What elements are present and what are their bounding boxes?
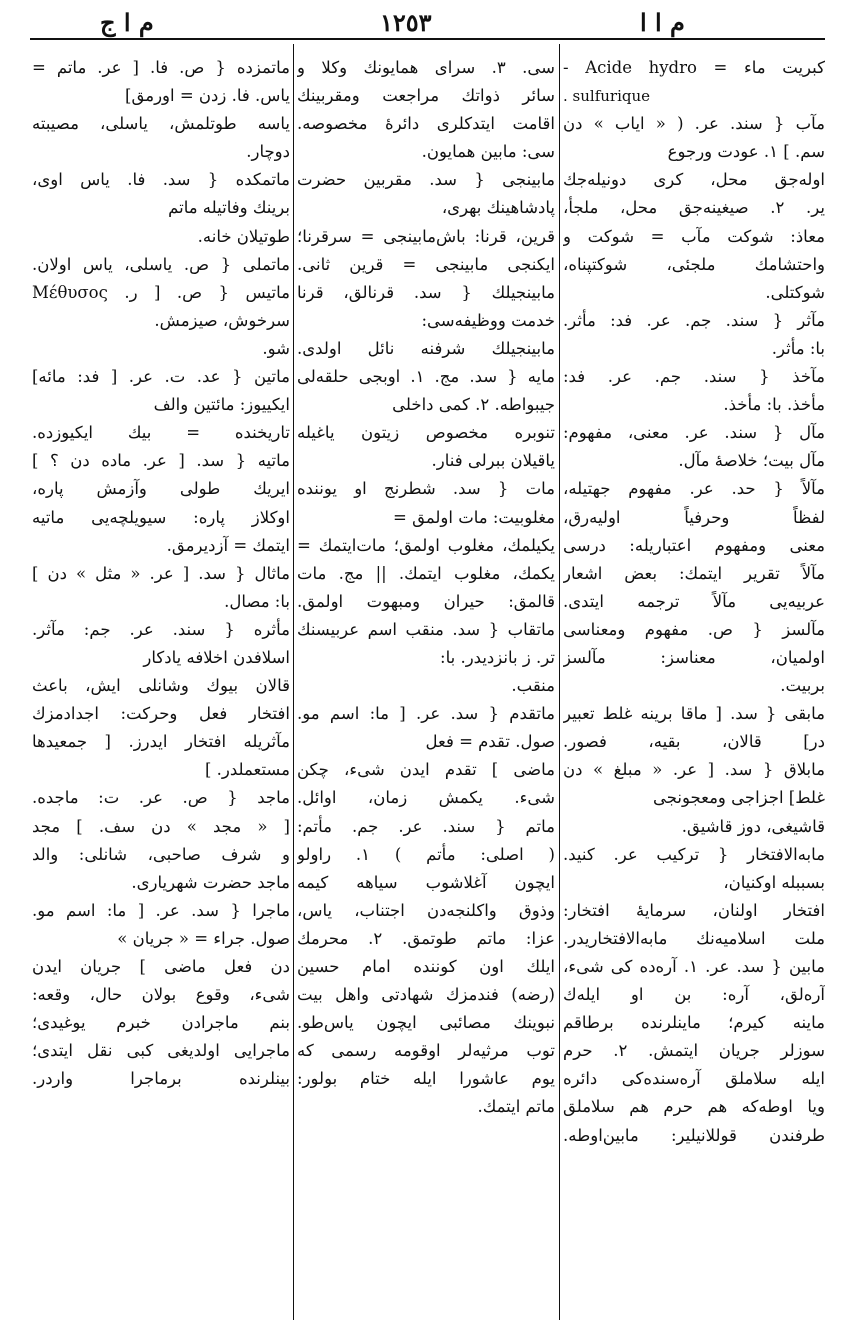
entry-line: . sulfurique: [563, 87, 651, 106]
entry-line: سی: مابین همایون.: [421, 142, 555, 162]
entry-line: مابلاق { سد. [ عر. « مبلغ » دن: [563, 760, 825, 780]
entry-line: قرین، قرنا: باش‌مابینجی = سرقرنا؛: [297, 226, 555, 246]
entry-line: ماتمزده { ص. فا. [ عر. ماتم =: [32, 58, 290, 77]
entry-line: سم. ] ١. عودت ورجوع: [667, 142, 825, 162]
entry-line: ماتیه { سد. [ عر. ماده دن ؟ ]: [32, 451, 290, 471]
entry-line: کبریت ماء = Acide hydro -: [563, 58, 825, 77]
entry-line: در] قالان، بقیه، فصور.: [563, 732, 825, 752]
entry-line: ( اصلی: مأتم ) ١. راولو: [297, 844, 555, 864]
entry-line: بسببله اوکنیان،: [723, 872, 825, 892]
entry-line: منقب.: [511, 676, 555, 696]
entry-line: تنوبره مخصوص زیتون یاغیله: [297, 423, 555, 443]
entry-line: مابقی { سد. [ ماقا برینه غلط تعبیر: [563, 704, 825, 724]
entry-line: طرفندن قوللانیلیر: مابین‌اوطه.: [563, 1125, 825, 1145]
entry-line: سرخوش، صیزمش.: [154, 310, 290, 330]
entry-line: یوم عاشورا ایله ختام بولور:: [297, 1069, 555, 1089]
entry-line: دوچار.: [246, 142, 290, 162]
entry-line: یکیلمك، مغلوب اولمق؛ مات‌ایتمك =: [297, 535, 555, 555]
entry-line: ایکییوز: مائتین والف: [153, 395, 290, 415]
entry-line: خدمت ووظیفه‌سی:: [421, 310, 555, 330]
entry-line: شو.: [262, 338, 290, 358]
entry-line: ماجرایی اولدیغی کبی نقل ایتدی؛: [32, 1041, 290, 1061]
entry-line: قالمق: حیران ومبهوت اولمق.: [297, 591, 555, 611]
entry-line: مابه‌الافتخار { ترکیب عر. کنید.: [563, 844, 825, 864]
entry-line: آره‌لق، آره: بن او ایله‌ك: [563, 985, 825, 1005]
entry-line: اسلافدن اخلافه یادکار: [143, 647, 290, 667]
entry-line: مأخذ. با: مأخذ.: [723, 395, 825, 415]
entry-line: مستعملدر. ]: [204, 760, 290, 780]
dictionary-column-right: [563, 54, 825, 1314]
entry-line: صول. جراء = « جریان »: [117, 928, 290, 948]
entry-line: مغلوبیت: مات اولمق =: [393, 507, 555, 527]
entry-line: واحتشامك ملجئی، شوکتپناه،: [563, 254, 825, 274]
entry-line: یاسه طوتلمش، یاسلی، مصیبته: [32, 114, 290, 134]
header-rule: [30, 38, 825, 40]
entry-line: مآلاً { حد. عر. مفهوم جهتیله،: [563, 479, 825, 499]
entry-line: ماتقدم { سد. عر. [ ما: اسم مو.: [297, 704, 555, 724]
entry-line: ایلك اون کوننده امام حسین: [297, 957, 555, 976]
entry-line: مابین { سد. عر. ١. آره‌ده کی شیء،: [563, 957, 825, 976]
entry-line: نبوینك مصائبی ایچون یاس‌طو.: [297, 1013, 555, 1033]
entry-line: سوزلر جریان ایتمش. ٢. حرم: [563, 1041, 825, 1061]
entry-line: بربیت.: [780, 676, 825, 696]
entry-line: یکمك، مغلوب ایتمك. || مج. مات: [297, 563, 555, 583]
entry-line: ماتقاب { سد. منقب اسم عربیسنك: [297, 619, 555, 639]
entry-line: عزا: ماتم طوتمق. ٢. محرمك: [297, 928, 555, 948]
entry-line: صول. تقدم = فعل: [425, 732, 555, 752]
column-divider-left: [293, 44, 294, 1320]
entry-line: مآخذ { سند. جم. عر. فد:: [563, 367, 825, 387]
entry-line: اولمیان، معناسز: مآلسز: [563, 647, 825, 667]
entry-line: مابینجی { سد. مقربین حضرت: [297, 170, 555, 190]
entry-line: شیء، وقوع بولان حال، وقعه:: [32, 985, 290, 1005]
entry-line: ایچون آغلاشوب سیاهه کیمه: [297, 872, 555, 892]
entry-line: جیبواطه. ٢. کمی داخلی: [392, 395, 555, 415]
entry-line: تاریخنده = بیك ایکیوزده.: [32, 423, 290, 443]
entry-line: توب مرثیه‌لر اوقومه رسمی که: [297, 1041, 555, 1061]
entry-line: ماجد { ص. عر. ت: ماجده.: [32, 788, 290, 808]
header-right-keyword: م ا ا: [640, 8, 685, 37]
entry-line: مآب { سند. عر. ( « ایاب » دن: [563, 114, 825, 134]
entry-line: اوکلاز پاره: سیویلچه‌یی ماتیه: [32, 507, 290, 527]
entry-line: بینلرنده برماجرا واردر.: [32, 1069, 290, 1089]
entry-line: ملت اسلامیه‌نك مابه‌الافتخاریدر.: [563, 928, 825, 948]
entry-line: لفظاً وحرفیاً اولیه‌رق،: [563, 507, 825, 527]
entry-line: ماتیس { ص. [ ر. Μέθυσος: [32, 282, 290, 302]
entry-line: سی. ٣. سرای همایونك وکلا و: [297, 58, 555, 77]
entry-line: پادشاهینك بهری،: [441, 198, 555, 218]
entry-line: برینك وفاتیله ماتم: [168, 198, 290, 218]
entry-line: تر. ز بانزدیدر. با:: [440, 647, 555, 667]
dictionary-column-middle: [297, 54, 555, 1314]
entry-line: بنم ماجرادن خبرم یوغیدی؛: [32, 1013, 290, 1033]
entry-line: ماجد حضرت شهریاری.: [131, 872, 290, 892]
entry-line: ماتم ایتمك.: [477, 1097, 555, 1117]
entry-line: مایه { سد. مج. ١. اوبجی حلقه‌لی: [297, 367, 555, 387]
entry-line: قاشیغی، دوز قاشیق.: [681, 816, 825, 836]
entry-line: ایتمك = آزدیرمق.: [166, 535, 290, 555]
entry-line: مابینجیلك { سد. قرنالق، قرنا: [297, 282, 555, 302]
entry-line: عربیه‌یی مآلاً ترجمه ایتدی.: [563, 591, 825, 611]
entry-line: ماتملی { ص. یاسلی، یاس اولان.: [32, 254, 290, 274]
entry-line: ماجرا { سد. عر. [ ما: اسم مو.: [32, 900, 290, 920]
entry-line: مآثر { سند. جم. عر. فد: مأثر.: [563, 310, 825, 330]
entry-line: مآل { سند. عر. معنی، مفهوم:: [563, 423, 825, 443]
entry-line: مآلسز { ص. مفهوم ومعناسی: [563, 619, 825, 639]
header-left-keyword: م ا ج: [100, 8, 154, 37]
entry-line: معنی ومفهوم اعتباریله: درسی: [563, 535, 825, 555]
entry-line: ایکنجی مابینجی = قرین ثانی.: [297, 254, 555, 274]
entry-line: مآثریله افتخار ایدرز. [ جمعیدها: [32, 732, 290, 752]
entry-line: ویا اوطه‌که هم حرم هم سلاملق: [563, 1097, 825, 1117]
entry-line: افتخار اولنان، سرمایهٔ افتخار:: [563, 900, 825, 920]
entry-line: افتخار فعل وحرکت: اجدادمزك: [32, 704, 290, 724]
entry-line: (رضه) فندمزك شهادتی واهل بیت: [297, 985, 555, 1005]
entry-line: دن فعل ماضی ] جریان ایدن: [32, 957, 290, 976]
entry-line: یاقیلان ببرلی فنار.: [431, 451, 555, 471]
entry-line: ایله سلاملق آره‌سنده‌کی دائره: [563, 1069, 825, 1089]
entry-line: یر. ٢. صیغینه‌جق محل، ملجأ،: [563, 198, 825, 218]
entry-line: اقامت ایتدکلری دائرهٔ مخصوصه.: [297, 114, 555, 134]
entry-line: و شرف صاحبی، شانلی: والد: [32, 844, 290, 864]
entry-line: معاذ: شوکت مآب = شوکت و: [563, 226, 825, 246]
entry-line: ماثال { سد. [ عر. « مثل » دن ]: [32, 563, 290, 583]
entry-line: با: مأثر.: [771, 338, 825, 358]
entry-line: شوکتلی.: [765, 282, 825, 302]
entry-line: ماتمکده { سد. فا. یاس اوی،: [32, 170, 290, 190]
entry-line: ایریك طولی وآزمش پاره،: [32, 479, 290, 499]
page-number: ١٢٥٣: [380, 8, 432, 37]
entry-line: مأثره { سند. عر. جم: مآثر.: [32, 619, 290, 639]
entry-line: یاس. فا. زدن = اورمق]: [125, 86, 290, 106]
entry-line: ماضی ] تقدم ایدن شیء، چکن: [297, 760, 555, 780]
page-header: [0, 0, 850, 40]
entry-line: مآل بیت؛ خلاصهٔ مآل.: [678, 451, 825, 471]
dictionary-column-left: [32, 54, 290, 1314]
entry-line: شیء. یکمش زمان، اوائل.: [297, 788, 555, 808]
column-divider-right: [559, 44, 560, 1320]
entry-line: ماتم { سند. عر. جم. مأتم:: [297, 816, 555, 836]
entry-line: مابینجیلك شرفنه نائل اولدی.: [297, 338, 555, 358]
entry-line: وذوق واکلنجه‌دن اجتناب، یاس،: [297, 900, 555, 920]
entry-line: ماینه کیرم؛ ماینلرنده برطاقم: [563, 1013, 825, 1033]
entry-line: مآلاً تقریر ایتمك: بعض اشعار: [563, 563, 825, 583]
entry-line: سائر ذواتك مراجعت ومقربینك: [297, 86, 555, 106]
entry-line: با: مصال.: [224, 591, 290, 611]
entry-line: قالان بیوك وشانلی ایش، باعث: [32, 676, 290, 696]
entry-line: طوتیلان خانه.: [197, 226, 290, 246]
entry-line: مات { سد. شطرنج او یوننده: [297, 479, 555, 499]
entry-line: ماتین { عد. ت. عر. [ فد: مائه]: [32, 367, 290, 387]
entry-line: [ « مجد » دن سف. ] مجد: [32, 816, 290, 836]
entry-line: غلط] اجزاجی ومعجونجی: [652, 788, 825, 808]
entry-line: اوله‌جق محل، کری دونیله‌جك: [563, 170, 825, 190]
